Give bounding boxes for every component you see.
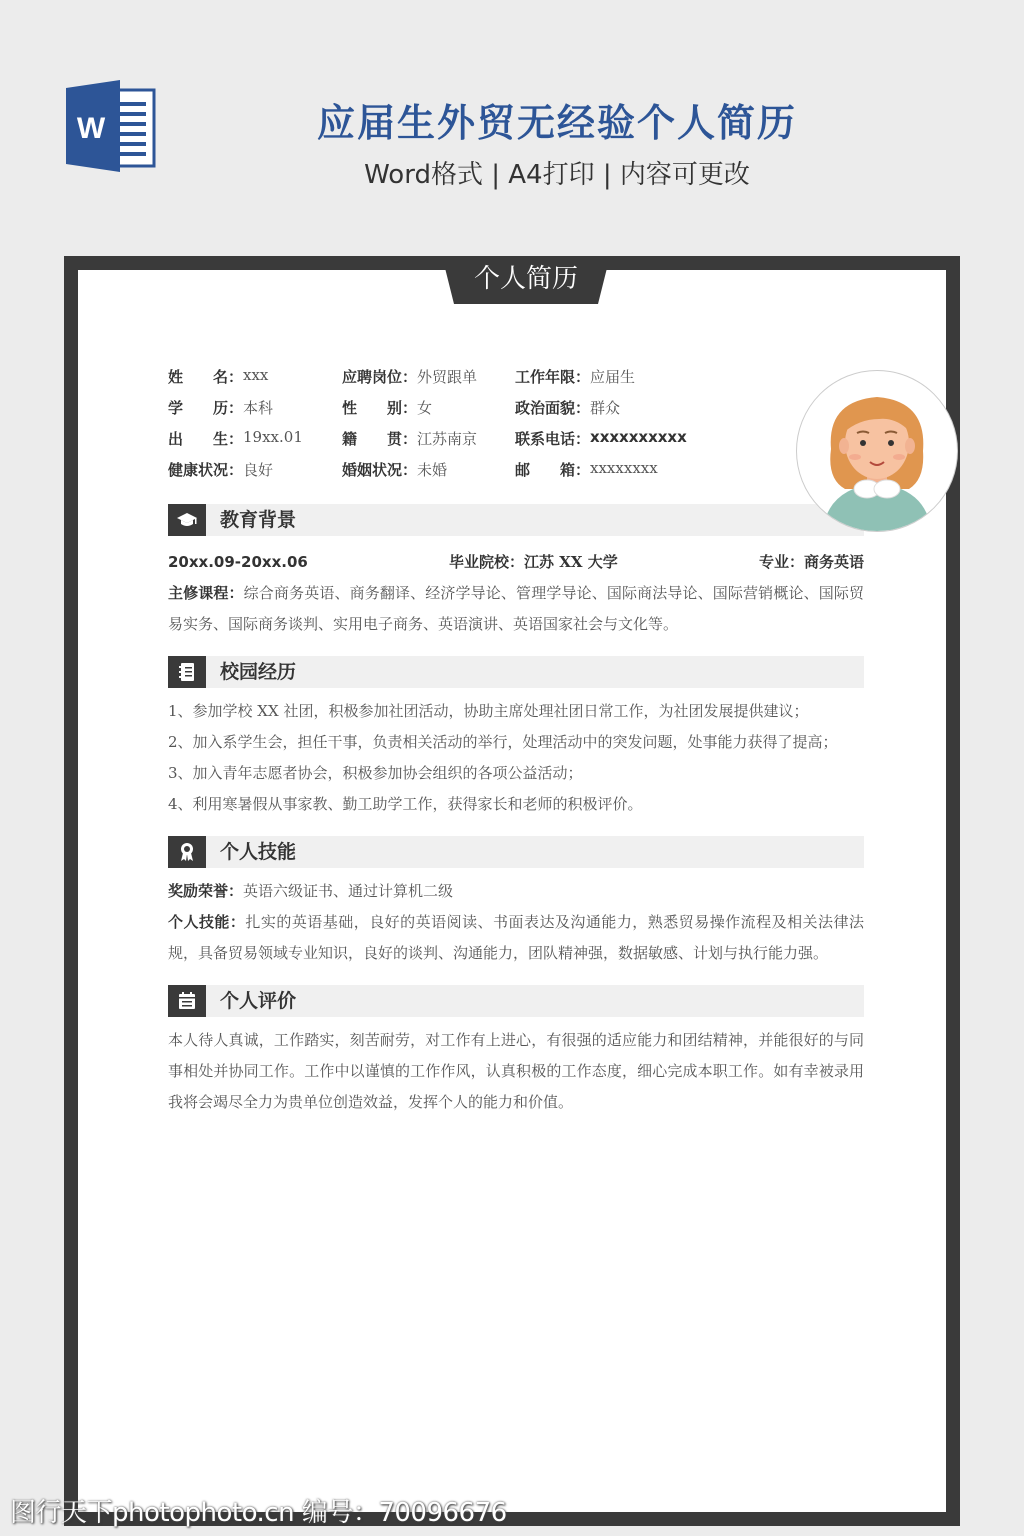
info-work-years: 工作年限： 应届生: [515, 368, 636, 386]
info-birth: 出 生： 19xx.01: [168, 428, 303, 448]
svg-text:W: W: [76, 112, 106, 145]
info-email: 邮 箱： xxxxxxxx: [515, 459, 658, 479]
list-item: 4、利用寒暑假从事家教、勤工助学工作，获得家长和老师的积极评价。: [168, 795, 643, 813]
award-ribbon-icon: [168, 836, 206, 868]
watermark: 图行天下photophoto.cn 编号：70096676: [10, 1498, 507, 1528]
graduation-cap-icon: [168, 504, 206, 536]
section-header: [168, 504, 864, 536]
education-courses: 主修课程：综合商务英语、商务翻译、经济学导论、管理学导论、国际商法导论、国际营销概论、国际贸易实务、国际商务谈判、实用电子商务、英语演讲、英语国家社会与文化等。: [168, 584, 864, 633]
notebook-icon: [168, 656, 206, 688]
skills-detail: 个人技能：扎实的英语基础，良好的英语阅读、书面表达及沟通能力，熟悉贸易操作流程及相关法律法规，具备贸易领域专业知识，良好的谈判、沟通能力，团队精神强，数据敏感、计划与执行能力强。: [168, 913, 864, 962]
resume-tab: [442, 256, 610, 316]
basic-info: [168, 366, 708, 490]
info-phone: 联系电话： xxxxxxxxxx: [515, 428, 687, 448]
evaluation-text: 本人待人真诚，工作踏实，刻苦耐劳，对工作有上进心，有很强的适应能力和团结精神，并能很好的与同事相处并协同工作。工作中以谨慎的工作作风，认真积极的工作态度，细心完成本职工作。如有幸被录用我将会竭尽全力为贵单位创造效益，发挥个人的能力和价值。: [168, 1031, 864, 1111]
section-header: [168, 985, 864, 1017]
education-section: [168, 504, 864, 640]
skills-section: [168, 836, 864, 969]
page-subtitle: Word格式 | A4打印 | 内容可更改: [364, 160, 750, 190]
info-row: [168, 459, 708, 490]
avatar: [796, 370, 958, 532]
info-row: [168, 397, 708, 428]
campus-section: [168, 656, 864, 820]
list-item: 3、加入青年志愿者协会，积极参加协会组织的各项公益活动；: [168, 764, 583, 782]
info-gender: 性 别： 女: [342, 399, 433, 417]
section-title: 教育背景: [220, 509, 297, 531]
info-education: 学 历： 本科: [168, 399, 274, 417]
section-title: 个人技能: [220, 841, 297, 863]
list-item: 1、参加学校 XX 社团，积极参加社团活动，协助主席处理社团日常工作，为社团发展提供建议；: [168, 702, 809, 720]
skills-awards: 奖励荣誉：英语六级证书、通过计算机二级: [168, 882, 454, 900]
info-hometown: 籍 贯： 江苏南京: [342, 430, 478, 448]
info-political: 政治面貌： 群众: [515, 399, 621, 417]
section-header: [168, 656, 864, 688]
calendar-icon: [168, 985, 206, 1017]
header: [0, 0, 1024, 240]
education-row: [168, 547, 864, 578]
list-item: 2、加入系学生会，担任干事，负责相关活动的举行，处理活动中的突发问题，处事能力获得了提高；: [168, 733, 838, 751]
section-title: 校园经历: [220, 661, 297, 683]
education-major: 专业：商务英语: [758, 553, 864, 571]
info-health: 健康状况： 良好: [168, 461, 274, 479]
section-title: 个人评价: [220, 990, 297, 1012]
skills-body: [168, 876, 864, 969]
info-row: [168, 366, 708, 397]
page-title: 应届生外贸无经验个人简历: [316, 101, 797, 145]
campus-list: [168, 696, 864, 820]
section-header: [168, 836, 864, 868]
resume-tab-label: 个人简历: [473, 264, 578, 294]
resume-paper: [78, 264, 946, 1512]
education-school: 毕业院校：江苏 XX 大学: [449, 553, 618, 571]
info-row: [168, 428, 708, 459]
info-marital: 婚姻状况： 未婚: [342, 461, 448, 479]
info-position: 应聘岗位： 外贸跟单: [342, 368, 478, 386]
evaluation-section: [168, 985, 864, 1118]
education-period: 20xx.09-20xx.06: [168, 553, 308, 571]
info-name: 姓 名： xxx: [168, 366, 269, 386]
resume-frame: [64, 256, 960, 1526]
